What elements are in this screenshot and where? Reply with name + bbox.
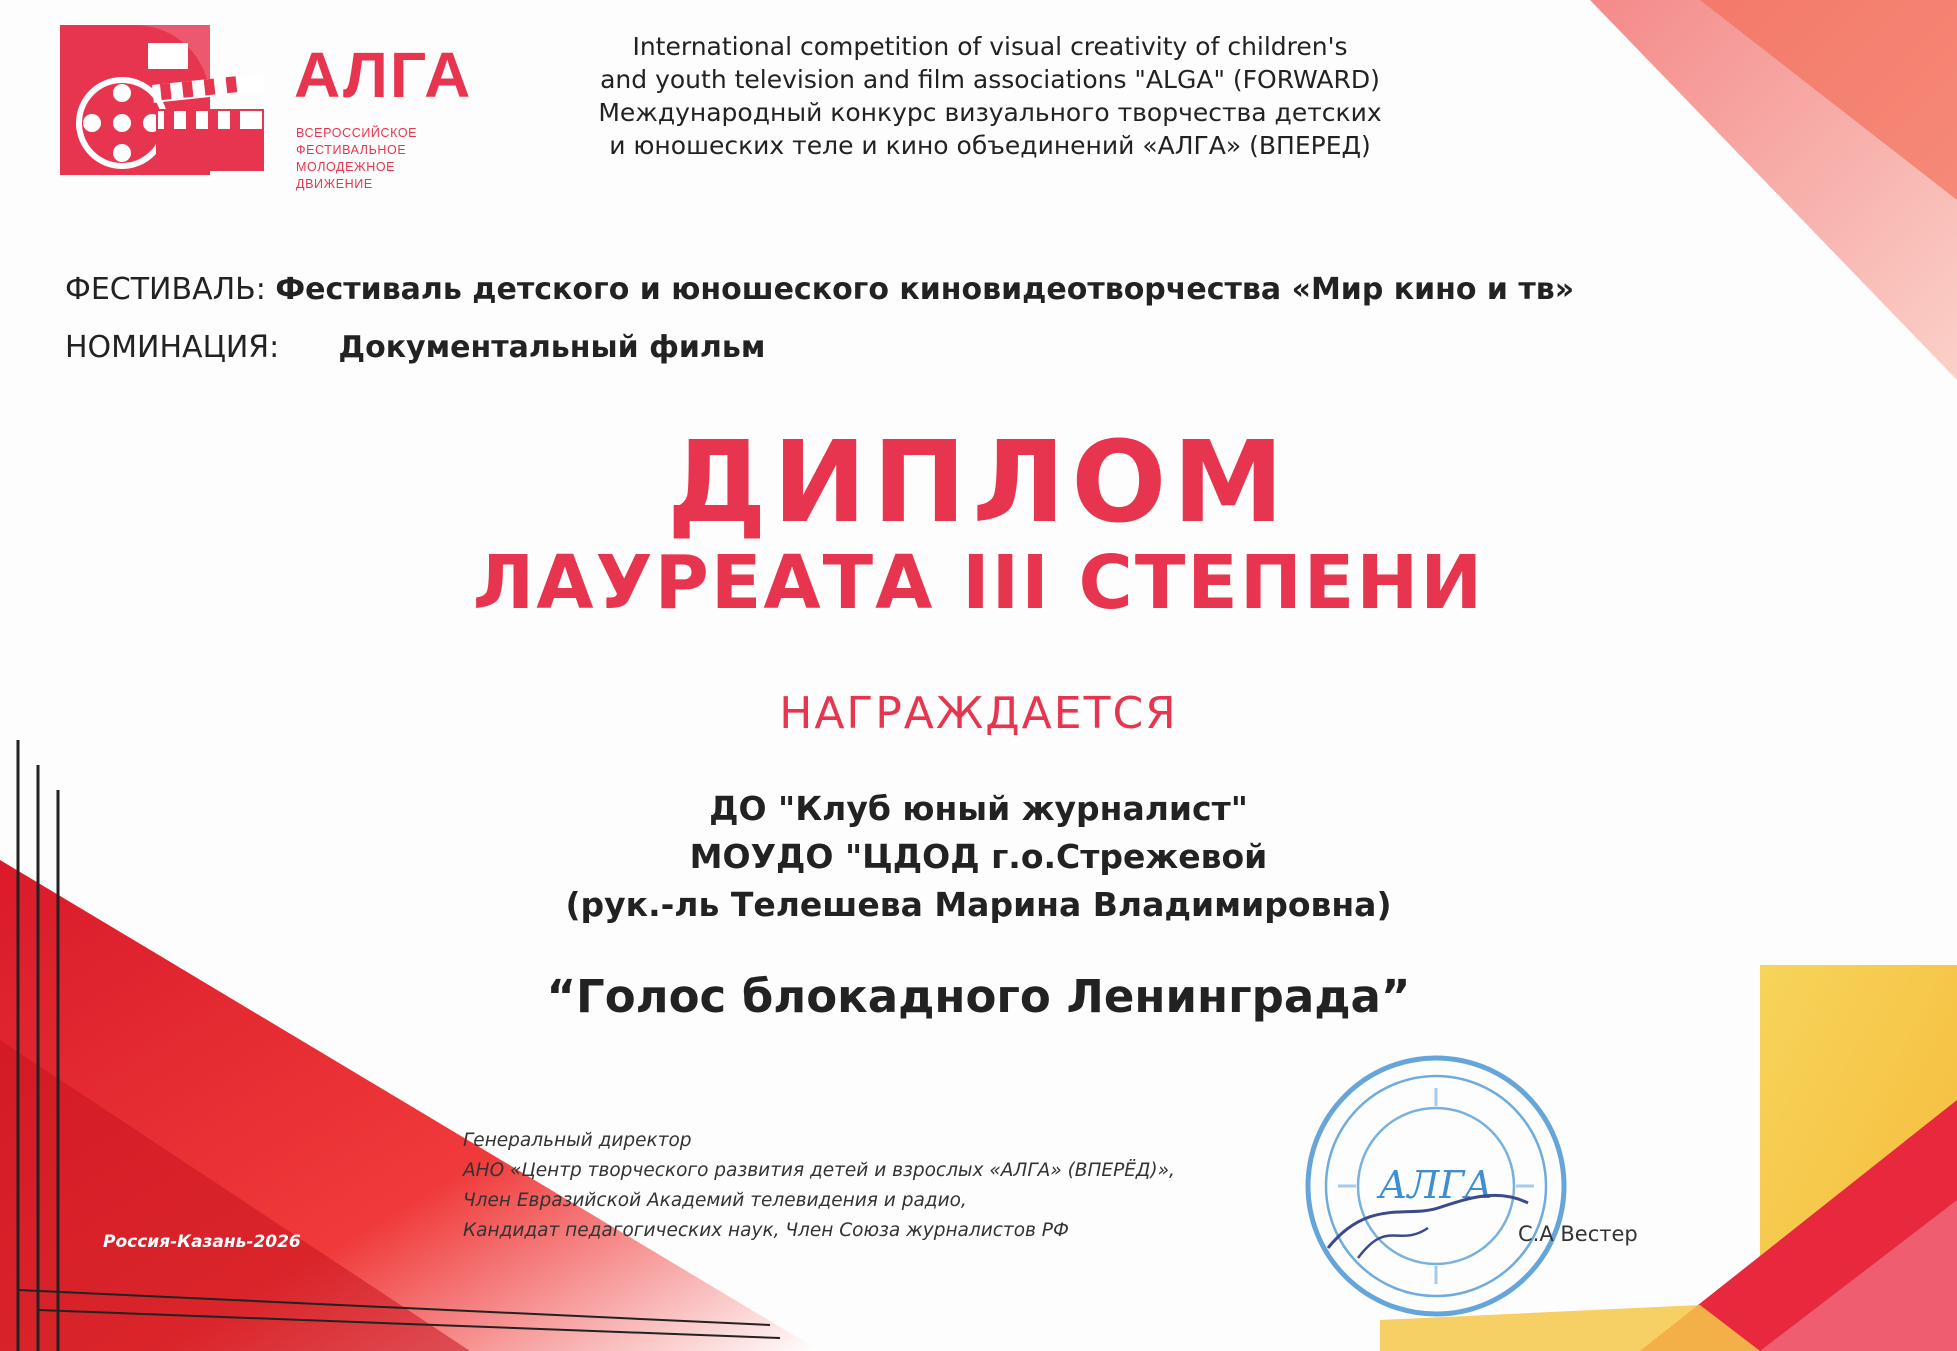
recipient-line: ДО "Клуб юный журналист" <box>709 789 1248 828</box>
signature-line: Член Евразийской Академий телевидения и радио, <box>463 1190 967 1211</box>
signature-line: Кандидат педагогических наук, Член Союза журналистов РФ <box>463 1220 1069 1241</box>
signer-name: С.А Вестер <box>1518 1222 1638 1246</box>
alga-logo <box>60 25 473 191</box>
place-year: Россия-Казань-2026 <box>103 1232 301 1252</box>
festival-row <box>65 272 1574 307</box>
nomination-row <box>65 330 765 365</box>
diploma-degree: ЛАУРЕАТА III СТЕПЕНИ <box>472 540 1485 626</box>
recipient-line: (рук.-ль Телешева Марина Владимировна) <box>565 885 1392 924</box>
logo-subtitle-line: МОЛОДЕЖНОЕ <box>296 160 396 174</box>
diploma-title: ДИПЛОМ <box>667 418 1290 548</box>
logo-subtitle-line: ДВИЖЕНИЕ <box>296 177 373 191</box>
stamp-text: АЛГА <box>1378 1163 1494 1207</box>
festival-label: ФЕСТИВАЛЬ: <box>65 272 266 307</box>
header-line: и юношеских теле и кино объединений «АЛГА» (ВПЕРЕД) <box>609 131 1371 160</box>
recipient-block <box>0 785 1957 929</box>
logo-wordmark: АЛГА <box>294 39 473 111</box>
nomination-label: НОМИНАЦИЯ: <box>65 330 280 365</box>
signature-block <box>463 1126 1175 1246</box>
recipient-line: МОУДО "ЦДОД г.о.Стрежевой <box>689 837 1268 876</box>
awarded-label: НАГРАЖДАЕТСЯ <box>779 688 1178 739</box>
work-title: “Голос блокадного Ленинграда” <box>546 970 1411 1023</box>
competition-header <box>520 30 1460 162</box>
header-line: Международный конкурс визуального творчества детских <box>598 98 1382 127</box>
official-stamp <box>1298 1048 1574 1324</box>
header-line: International competition of visual creativity of children's <box>632 32 1348 61</box>
header-line: and youth television and film associations "ALGA" (FORWARD) <box>600 65 1380 94</box>
logo-subtitle-line: ВСЕРОССИЙСКОЕ <box>296 126 418 140</box>
nomination-value: Документальный фильм <box>338 330 766 365</box>
festival-value: Фестиваль детского и юношеского киновидеотворчества «Мир кино и тв» <box>275 272 1575 307</box>
signature-line: Генеральный директор <box>463 1130 692 1151</box>
logo-subtitle <box>296 125 417 193</box>
film-reel-clapperboard-icon <box>60 25 290 185</box>
signature-line: АНО «Центр творческого развития детей и взрослых «АЛГА» (ВПЕРЁД)», <box>463 1160 1175 1181</box>
logo-subtitle-line: ФЕСТИВАЛЬНОЕ <box>296 143 407 157</box>
